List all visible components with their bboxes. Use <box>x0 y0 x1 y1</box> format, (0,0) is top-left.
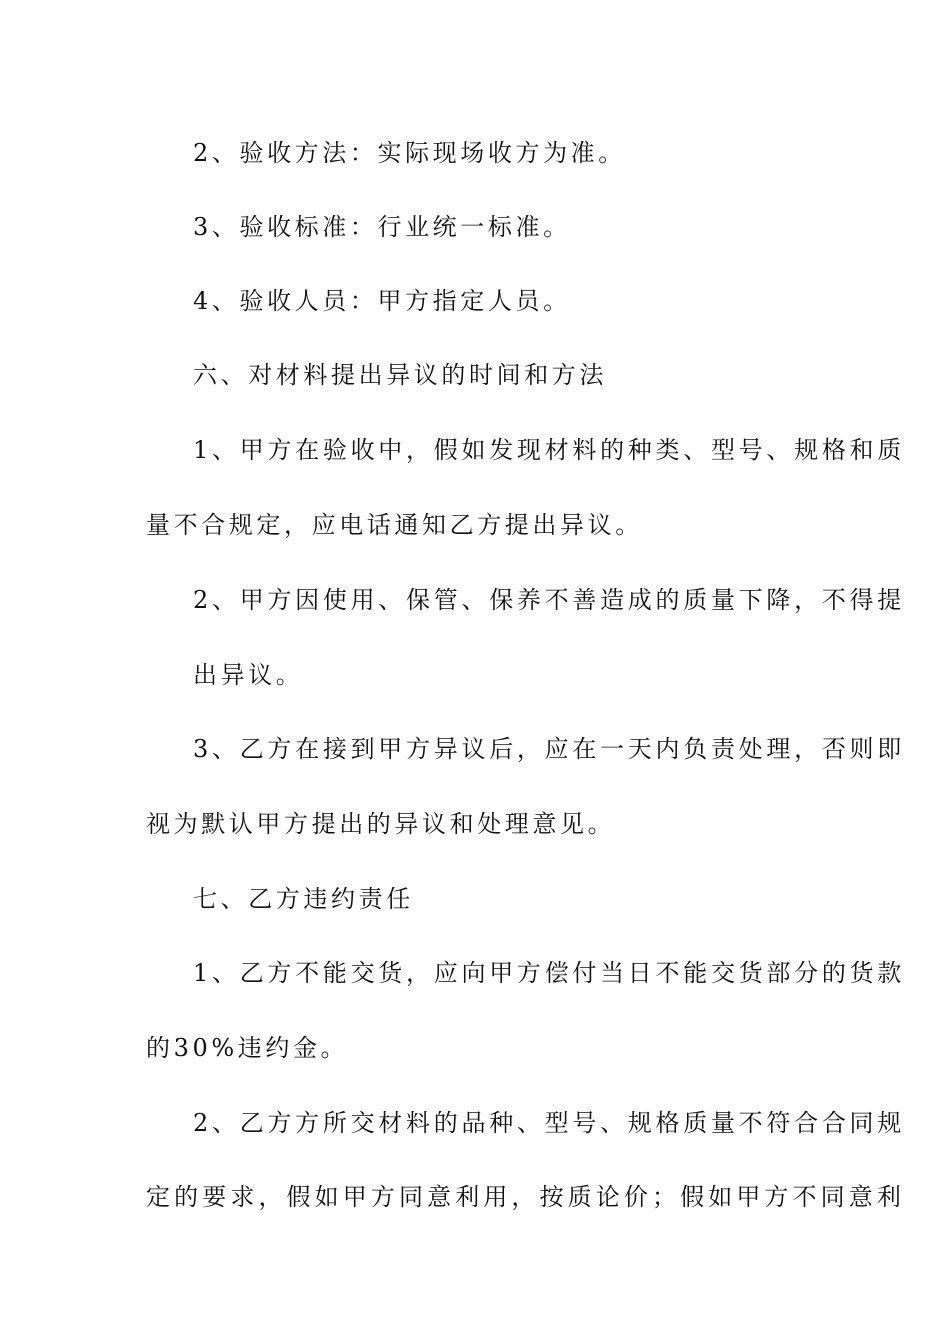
acceptance-standard-line: 3、验收标准：行业统一标准。 <box>193 213 571 241</box>
objection-clause-2-line-2: 出异议。 <box>193 661 304 689</box>
breach-clause-1-line-1: 1、乙方不能交货，应向甲方偿付当日不能交货部分的货款 <box>193 959 905 987</box>
objection-clause-3-line-1: 3、乙方在接到甲方异议后，应在一天内负责处理，否则即 <box>193 735 905 763</box>
objection-clause-1-line-1: 1、甲方在验收中，假如发现材料的种类、型号、规格和质 <box>193 436 905 464</box>
breach-clause-2-line-1: 2、乙方方所交材料的品种、型号、规格质量不符合合同规 <box>193 1109 905 1137</box>
section-heading-breach: 七、乙方违约责任 <box>193 885 414 913</box>
objection-clause-1-line-2: 量不合规定，应电话通知乙方提出异议。 <box>146 511 643 539</box>
acceptance-method-line: 2、验收方法：实际现场收方为准。 <box>193 139 626 167</box>
section-heading-objection: 六、对材料提出异议的时间和方法 <box>193 361 607 389</box>
objection-clause-2-line-1: 2、甲方因使用、保管、保养不善造成的质量下降，不得提 <box>193 586 905 614</box>
breach-clause-1-line-2: 的30%违约金。 <box>146 1034 349 1062</box>
breach-clause-2-line-2: 定的要求，假如甲方同意利用，按质论价；假如甲方不同意利 <box>146 1183 905 1211</box>
acceptance-personnel-line: 4、验收人员：甲方指定人员。 <box>193 287 571 315</box>
objection-clause-3-line-2: 视为默认甲方提出的异议和处理意见。 <box>146 810 616 838</box>
